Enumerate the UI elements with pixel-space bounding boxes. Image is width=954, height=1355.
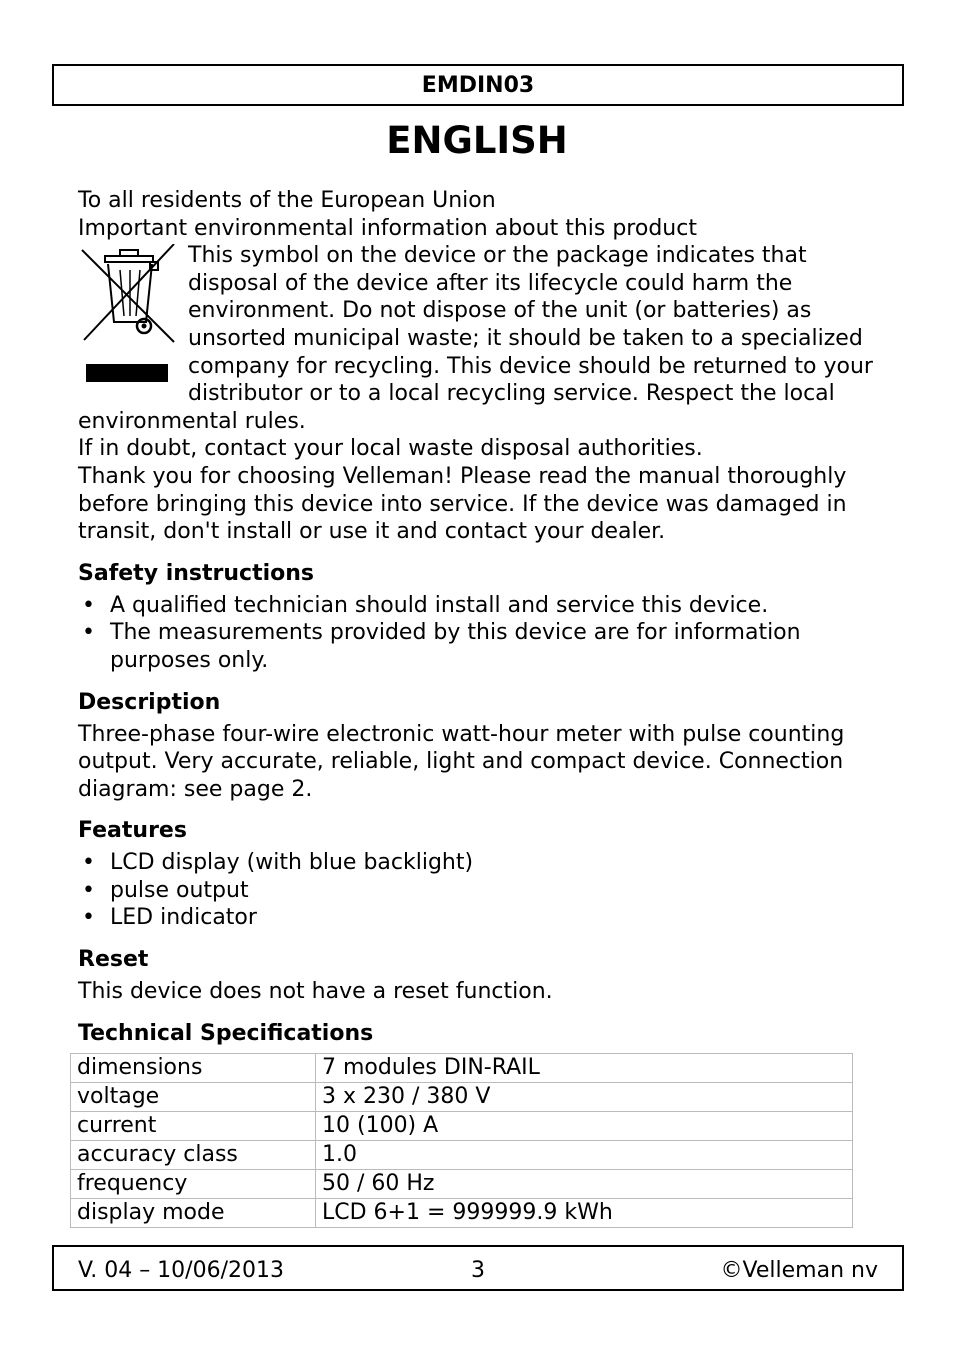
version-date: V. 04 – 10/06/2013: [78, 1258, 284, 1283]
table-row: [71, 1083, 853, 1112]
model-number: EMDIN03: [421, 73, 535, 98]
language-title: ENGLISH: [386, 119, 568, 162]
feature-item: [78, 904, 878, 932]
safety-item: [78, 592, 878, 620]
table-row: [71, 1170, 853, 1199]
reset-heading: Reset: [78, 947, 149, 973]
table-row: [71, 1141, 853, 1170]
main-content: [78, 187, 878, 1052]
safety-item-text: A qualified technician should install and service this device.: [110, 592, 769, 618]
doubt-text: If in doubt, contact your local waste disposal authorities.: [78, 436, 703, 462]
safety-item: [78, 619, 878, 674]
features-heading: Features: [78, 818, 187, 844]
bullet-icon: •: [82, 850, 95, 876]
spec-value: 1.0: [316, 1141, 853, 1170]
safety-heading: Safety instructions: [78, 560, 314, 586]
header-model-box: [52, 64, 904, 106]
spec-value: LCD 6+1 = 999999.9 kWh: [316, 1199, 853, 1228]
feature-item-text: pulse output: [110, 877, 249, 903]
spec-label: display mode: [71, 1199, 316, 1228]
spec-label: current: [71, 1112, 316, 1141]
weee-text: This symbol on the device or the package indicates that disposal of the device after its lifecycle could harm the environment. Do not dispose of the unit (or batteries) as unsorted municipal waste; it should be taken to a specialized company for recycling. This device should be returned to your distributor or to a local recycling service. Respect the local environmental rules.: [78, 243, 873, 434]
bullet-icon: •: [82, 877, 95, 903]
spec-value: 3 x 230 / 380 V: [316, 1083, 853, 1112]
spec-value: 50 / 60 Hz: [316, 1170, 853, 1199]
specs-heading: Technical Specifications: [78, 1020, 374, 1046]
bullet-icon: •: [82, 620, 95, 646]
spec-value: 7 modules DIN-RAIL: [316, 1054, 853, 1083]
spec-label: voltage: [71, 1083, 316, 1112]
footer: [52, 1245, 904, 1291]
weee-black-bar: [86, 364, 168, 382]
spec-value: 10 (100) A: [316, 1112, 853, 1141]
description-text: Three-phase four-wire electronic watt-hour meter with pulse counting output. Very accurate, reliable, light and compact device. Connection diagram: see page 2.: [78, 721, 845, 802]
intro-line-eu: To all residents of the European Union: [78, 188, 496, 213]
description-heading: Description: [78, 689, 221, 715]
table-row: [71, 1112, 853, 1141]
table-row: [71, 1054, 853, 1083]
specs-table: [70, 1053, 853, 1228]
spec-label: accuracy class: [71, 1141, 316, 1170]
feature-item-text: LCD display (with blue backlight): [110, 850, 474, 876]
weee-block: [78, 242, 878, 435]
weee-icon: [78, 244, 178, 384]
feature-item-text: LED indicator: [110, 905, 257, 931]
crossed-bin-icon: [78, 244, 178, 348]
safety-item-text: The measurements provided by this device are for information purposes only.: [110, 620, 801, 673]
page-number: 3: [471, 1258, 485, 1283]
feature-item: [78, 877, 878, 905]
spec-label: dimensions: [71, 1054, 316, 1083]
features-list: [78, 849, 878, 932]
copyright: ©Velleman nv: [720, 1258, 878, 1283]
intro-line-env: Important environmental information about this product: [78, 215, 697, 241]
spec-label: frequency: [71, 1170, 316, 1199]
reset-text: This device does not have a reset function.: [78, 979, 553, 1005]
thanks-text: Thank you for choosing Velleman! Please read the manual thoroughly before bringing this device into service. If the device was damaged in transit, don't install or use it and contact your dealer.: [78, 463, 847, 545]
bullet-icon: •: [82, 592, 95, 618]
safety-list: [78, 592, 878, 675]
table-row: [71, 1199, 853, 1228]
bullet-icon: •: [82, 905, 95, 931]
feature-item: [78, 849, 878, 877]
